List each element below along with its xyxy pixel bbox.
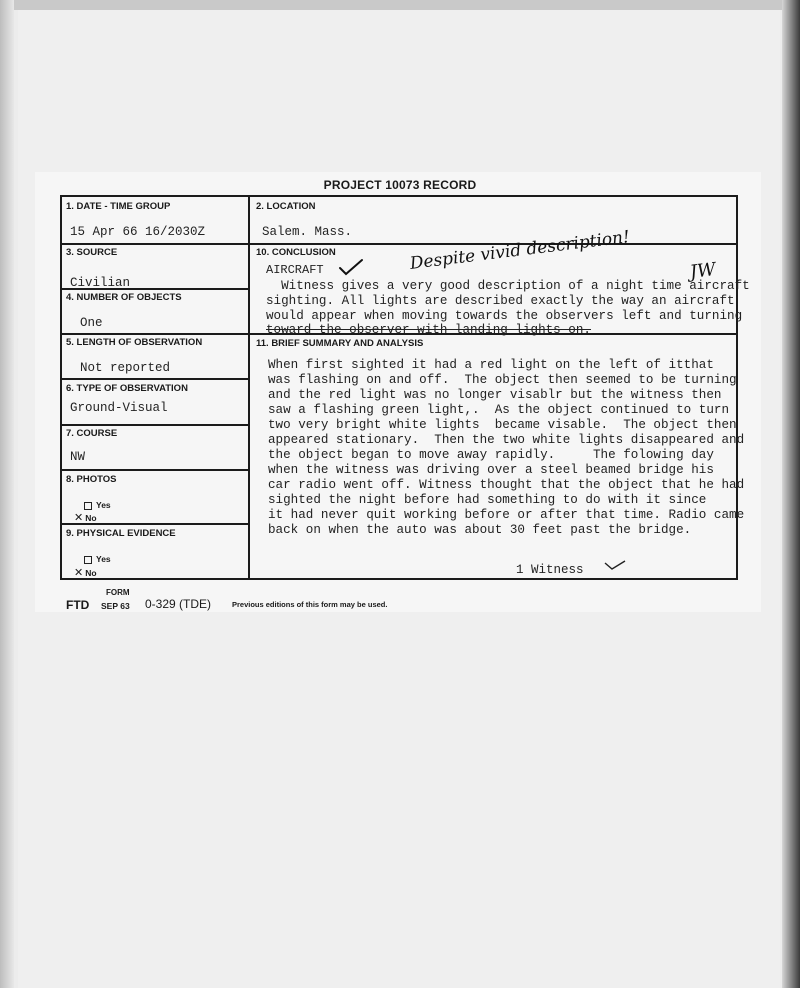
summary-line-10: sighted the night before had something to do with it since <box>268 493 707 507</box>
date-time-label: 1. DATE - TIME GROUP <box>66 201 171 212</box>
rule-left-5 <box>60 424 250 426</box>
footer-form-word: FORM <box>106 588 130 597</box>
rule-left-3 <box>60 333 250 335</box>
handwritten-initials: JW <box>688 258 717 283</box>
rule-left-4 <box>60 378 250 380</box>
rule-left-6 <box>60 469 250 471</box>
summary-line-11: it had never quit working before or after that time. Radio came <box>268 508 745 522</box>
evidence-yes-text: Yes <box>96 554 111 564</box>
summary-label: 11. BRIEF SUMMARY AND ANALYSIS <box>256 338 424 349</box>
source-label: 3. SOURCE <box>66 247 118 258</box>
conclusion-line-4: toward the observer with landing lights on. <box>266 323 591 337</box>
length-of-observation-value: Not reported <box>80 361 171 375</box>
photos-no-option <box>74 511 97 524</box>
check-mark-icon <box>338 258 364 276</box>
course-value: NW <box>70 450 86 464</box>
location-value: Salem. Mass. <box>262 225 353 239</box>
scan-edge-left <box>0 0 14 988</box>
evidence-no-text: No <box>85 568 97 578</box>
conclusion-line-3: would appear when moving towards the observers left and turning <box>266 309 743 323</box>
summary-line-12: back on when the auto was about 30 feet past the bridge. <box>268 523 692 537</box>
summary-line-3: and the red light was no longer visablr but the witness then <box>268 388 722 402</box>
record-title: PROJECT 10073 RECORD <box>323 178 477 192</box>
photos-yes-text: Yes <box>96 500 111 510</box>
source-value: Civilian <box>70 276 131 290</box>
photos-yes-checkbox <box>84 502 92 510</box>
footer-ftd: FTD <box>66 598 90 612</box>
photos-yes-option <box>84 500 111 510</box>
date-time-value: 15 Apr 66 16/2030Z <box>70 225 206 239</box>
course-label: 7. COURSE <box>66 428 118 439</box>
type-of-observation-label: 6. TYPE OF OBSERVATION <box>66 383 188 394</box>
summary-line-1: When first sighted it had a red light on the left of itthat <box>268 358 714 372</box>
conclusion-label: 10. CONCLUSION <box>256 247 336 258</box>
witness-count: 1 Witness <box>516 563 584 577</box>
physical-evidence-label: 9. PHYSICAL EVIDENCE <box>66 528 176 539</box>
location-label: 2. LOCATION <box>256 201 316 212</box>
footer-form-number: 0-329 (TDE) <box>145 597 212 611</box>
evidence-no-x-mark: ✕ <box>74 566 84 579</box>
rule-left-1 <box>60 243 250 245</box>
evidence-yes-option <box>84 554 111 564</box>
summary-line-8: when the witness was driving over a steel beamed bridge his <box>268 463 714 477</box>
footer-previous-note: Previous editions of this form may be used. <box>232 600 388 609</box>
conclusion-line-2: sighting. All lights are described exactly the way an aircraft <box>266 294 735 308</box>
evidence-yes-checkbox <box>84 556 92 564</box>
footer-date-code: SEP 63 <box>101 601 130 611</box>
summary-line-6: appeared stationary. Then the two white lights disappeared and <box>268 433 745 447</box>
evidence-no-option <box>74 566 97 579</box>
summary-line-4: saw a flashing green light,. As the object continued to turn <box>268 403 730 417</box>
photos-no-text: No <box>85 513 97 523</box>
summary-line-5: two very bright white lights became visable. The object then <box>268 418 737 432</box>
handwritten-note: Despite vivid description! <box>408 227 631 274</box>
length-of-observation-label: 5. LENGTH OF OBSERVATION <box>66 337 203 348</box>
scan-edge-right <box>782 0 800 988</box>
pen-tick-icon <box>604 559 626 571</box>
summary-line-2: was flashing on and off. The object then seemed to be turning <box>268 373 737 387</box>
summary-line-7: the object began to move away rapidly. The folowing day <box>268 448 714 462</box>
photos-no-x-mark: ✕ <box>74 511 84 524</box>
conclusion-value: AIRCRAFT <box>266 263 324 277</box>
scan-edge-top <box>0 0 800 10</box>
conclusion-line-1: Witness gives a very good description of a night time aircraft <box>266 279 750 293</box>
summary-line-9: car radio went off. Witness thought that the object that he had <box>268 478 745 492</box>
number-of-objects-value: One <box>80 316 103 330</box>
number-of-objects-label: 4. NUMBER OF OBJECTS <box>66 292 182 303</box>
photos-label: 8. PHOTOS <box>66 474 117 485</box>
type-of-observation-value: Ground-Visual <box>70 401 168 415</box>
